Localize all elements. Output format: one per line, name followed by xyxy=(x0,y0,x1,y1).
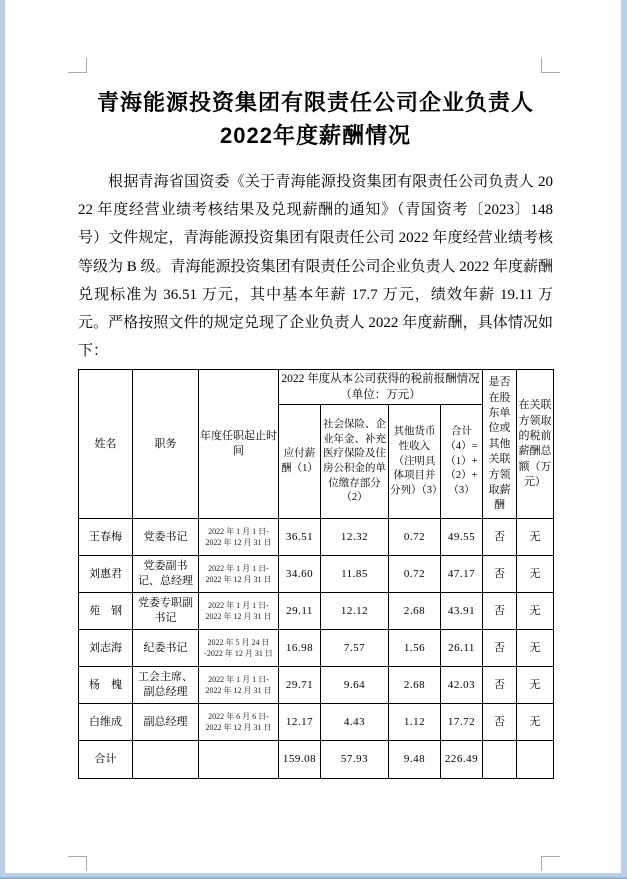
header-insurance: 社会保险、企业年金、补充医疗保险及住房公积金的单位缴存部分（2） xyxy=(321,405,389,519)
cell-name: 白维成 xyxy=(79,704,133,741)
header-row-1 xyxy=(79,370,554,405)
cell-shareholder: 否 xyxy=(483,704,517,741)
cell-payable: 29.71 xyxy=(279,667,321,704)
cell-related: 无 xyxy=(517,704,554,741)
header-other-income: 其他货币性收入（注明具体项目并分列）（3） xyxy=(389,405,441,519)
term-line-2: 2022 年 12 月 31 日 xyxy=(205,538,272,548)
header-position: 职务 xyxy=(133,370,199,519)
cell-related: 无 xyxy=(517,556,554,593)
table-row xyxy=(79,556,554,593)
cell-term xyxy=(199,667,279,704)
document-content xyxy=(78,0,553,779)
cell-empty xyxy=(517,741,554,779)
cell-other-income: 2.68 xyxy=(389,667,441,704)
cell-shareholder: 否 xyxy=(483,593,517,630)
salary-table xyxy=(78,369,554,779)
header-sum: 合计（4）=（1）+（2）+（3） xyxy=(441,405,483,519)
cell-sum: 47.17 xyxy=(441,556,483,593)
body-paragraph: 根据青海省国资委《关于青海能源投资集团有限责任公司负责人 2022 年度经营业绩考核结果及兑现薪酬的通知》（青国资考〔2023〕148 号）文件规定，青海能源投资集团有限责任公司 2022 年度经营业绩考核等级为 B 级。青海能源投资集团有限责任公司企业负责人 2022 年度薪酬兑现标准为 36.51 万元，其中基本年薪 17.7 万元，绩效年薪 19.11 万元。严格按照文件的规定兑现了企业负责人 2022 年度薪酬，具体情况如下： xyxy=(78,174,554,360)
cell-related: 无 xyxy=(517,667,554,704)
term-line-2: 2022 年 12 月 31 日 xyxy=(205,612,272,622)
table-row xyxy=(79,667,554,704)
cell-other-income: 0.72 xyxy=(389,519,441,556)
cell-name: 刘志海 xyxy=(79,630,133,667)
cell-shareholder: 否 xyxy=(483,630,517,667)
cell-insurance: 11.85 xyxy=(321,556,389,593)
term-line-2: 2022 年 12 月 31 日 xyxy=(205,686,272,696)
cell-total-sum: 226.49 xyxy=(441,741,483,779)
header-shareholder-paid: 是否在股东单位或其他关联方领取薪酬 xyxy=(483,370,517,519)
cell-sum: 43.91 xyxy=(441,593,483,630)
title-line-2: 2022年度薪酬情况 xyxy=(220,123,411,148)
cell-name: 苑 钢 xyxy=(79,593,133,630)
header-term: 年度任职起止时间 xyxy=(199,370,279,519)
cell-insurance: 12.32 xyxy=(321,519,389,556)
header-payable: 应付薪酬（1） xyxy=(279,405,321,519)
term-line-1: 2022 年 1 月 1 日- xyxy=(208,527,269,537)
cell-insurance: 12.12 xyxy=(321,593,389,630)
cell-position: 纪委书记 xyxy=(133,630,199,667)
cell-other-income: 2.68 xyxy=(389,593,441,630)
cell-position: 党委副书记、总经理 xyxy=(133,556,199,593)
header-name: 姓名 xyxy=(79,370,133,519)
cell-payable: 16.98 xyxy=(279,630,321,667)
title-line-1: 青海能源投资集团有限责任公司企业负责人 xyxy=(96,90,534,115)
cell-other-income: 1.12 xyxy=(389,704,441,741)
cell-insurance: 4.43 xyxy=(321,704,389,741)
cell-name: 王春梅 xyxy=(79,519,133,556)
cell-total-other-income: 9.48 xyxy=(389,741,441,779)
header-related-total: 在关联方领取的税前薪酬总额（万元） xyxy=(517,370,554,519)
term-line-1: 2022 年 1 月 1 日- xyxy=(208,675,269,685)
term-line-1: 2022 年 6 月 6 日- xyxy=(208,712,269,722)
table-row xyxy=(79,630,554,667)
cell-insurance: 7.57 xyxy=(321,630,389,667)
margin-corner-mark-bottom-left xyxy=(68,856,87,871)
term-line-1: 2022 年 1 月 1 日- xyxy=(208,564,269,574)
cell-position: 党委书记 xyxy=(133,519,199,556)
cell-empty xyxy=(483,741,517,779)
cell-shareholder: 否 xyxy=(483,519,517,556)
cell-sum: 42.03 xyxy=(441,667,483,704)
header-pretax-group xyxy=(279,370,483,405)
cell-position: 党委专职副书记 xyxy=(133,593,199,630)
cell-payable: 12.17 xyxy=(279,704,321,741)
cell-related: 无 xyxy=(517,519,554,556)
term-line-1: 2022 年 5 月 24 日 xyxy=(207,638,270,648)
cell-insurance: 9.64 xyxy=(321,667,389,704)
cell-position: 副总经理 xyxy=(133,704,199,741)
cell-related: 无 xyxy=(517,593,554,630)
cell-other-income: 1.56 xyxy=(389,630,441,667)
cell-sum: 17.72 xyxy=(441,704,483,741)
term-line-2: 2022 年 12 月 31 日 xyxy=(205,723,272,733)
window-edge-left xyxy=(0,0,5,879)
cell-payable: 36.51 xyxy=(279,519,321,556)
cell-shareholder: 否 xyxy=(483,667,517,704)
term-line-2: -2022 年 12 月 31 日 xyxy=(204,649,273,659)
cell-payable: 29.11 xyxy=(279,593,321,630)
term-line-1: 2022 年 1 月 1 日- xyxy=(208,601,269,611)
cell-other-income: 0.72 xyxy=(389,556,441,593)
cell-sum: 26.11 xyxy=(441,630,483,667)
cell-term xyxy=(199,593,279,630)
cell-term xyxy=(199,630,279,667)
table-total-row xyxy=(79,741,554,779)
header-pretax-group-line2: （单位：万元） xyxy=(340,389,421,402)
cell-shareholder: 否 xyxy=(483,556,517,593)
cell-related: 无 xyxy=(517,630,554,667)
cell-total-insurance: 57.93 xyxy=(321,741,389,779)
margin-corner-mark-bottom-right xyxy=(541,856,560,871)
cell-total-label: 合计 xyxy=(79,741,133,779)
table-row xyxy=(79,704,554,741)
cell-empty xyxy=(133,741,199,779)
term-line-2: 2022 年 12 月 31 日 xyxy=(205,575,272,585)
table-row xyxy=(79,519,554,556)
cell-payable: 34.60 xyxy=(279,556,321,593)
cell-total-payable: 159.08 xyxy=(279,741,321,779)
window-edge-right xyxy=(621,0,627,879)
cell-name: 杨 槐 xyxy=(79,667,133,704)
header-pretax-group-line1: 2022 年度从本公司获得的税前报酬情况 xyxy=(281,373,480,386)
cell-term xyxy=(199,519,279,556)
cell-term xyxy=(199,704,279,741)
table-row xyxy=(79,593,554,630)
document-title xyxy=(78,86,553,152)
cell-sum: 49.55 xyxy=(441,519,483,556)
cell-term xyxy=(199,556,279,593)
cell-position: 工会主席、副总经理 xyxy=(133,667,199,704)
window-edge-bottom xyxy=(0,873,627,879)
cell-name: 刘惠君 xyxy=(79,556,133,593)
cell-empty xyxy=(199,741,279,779)
